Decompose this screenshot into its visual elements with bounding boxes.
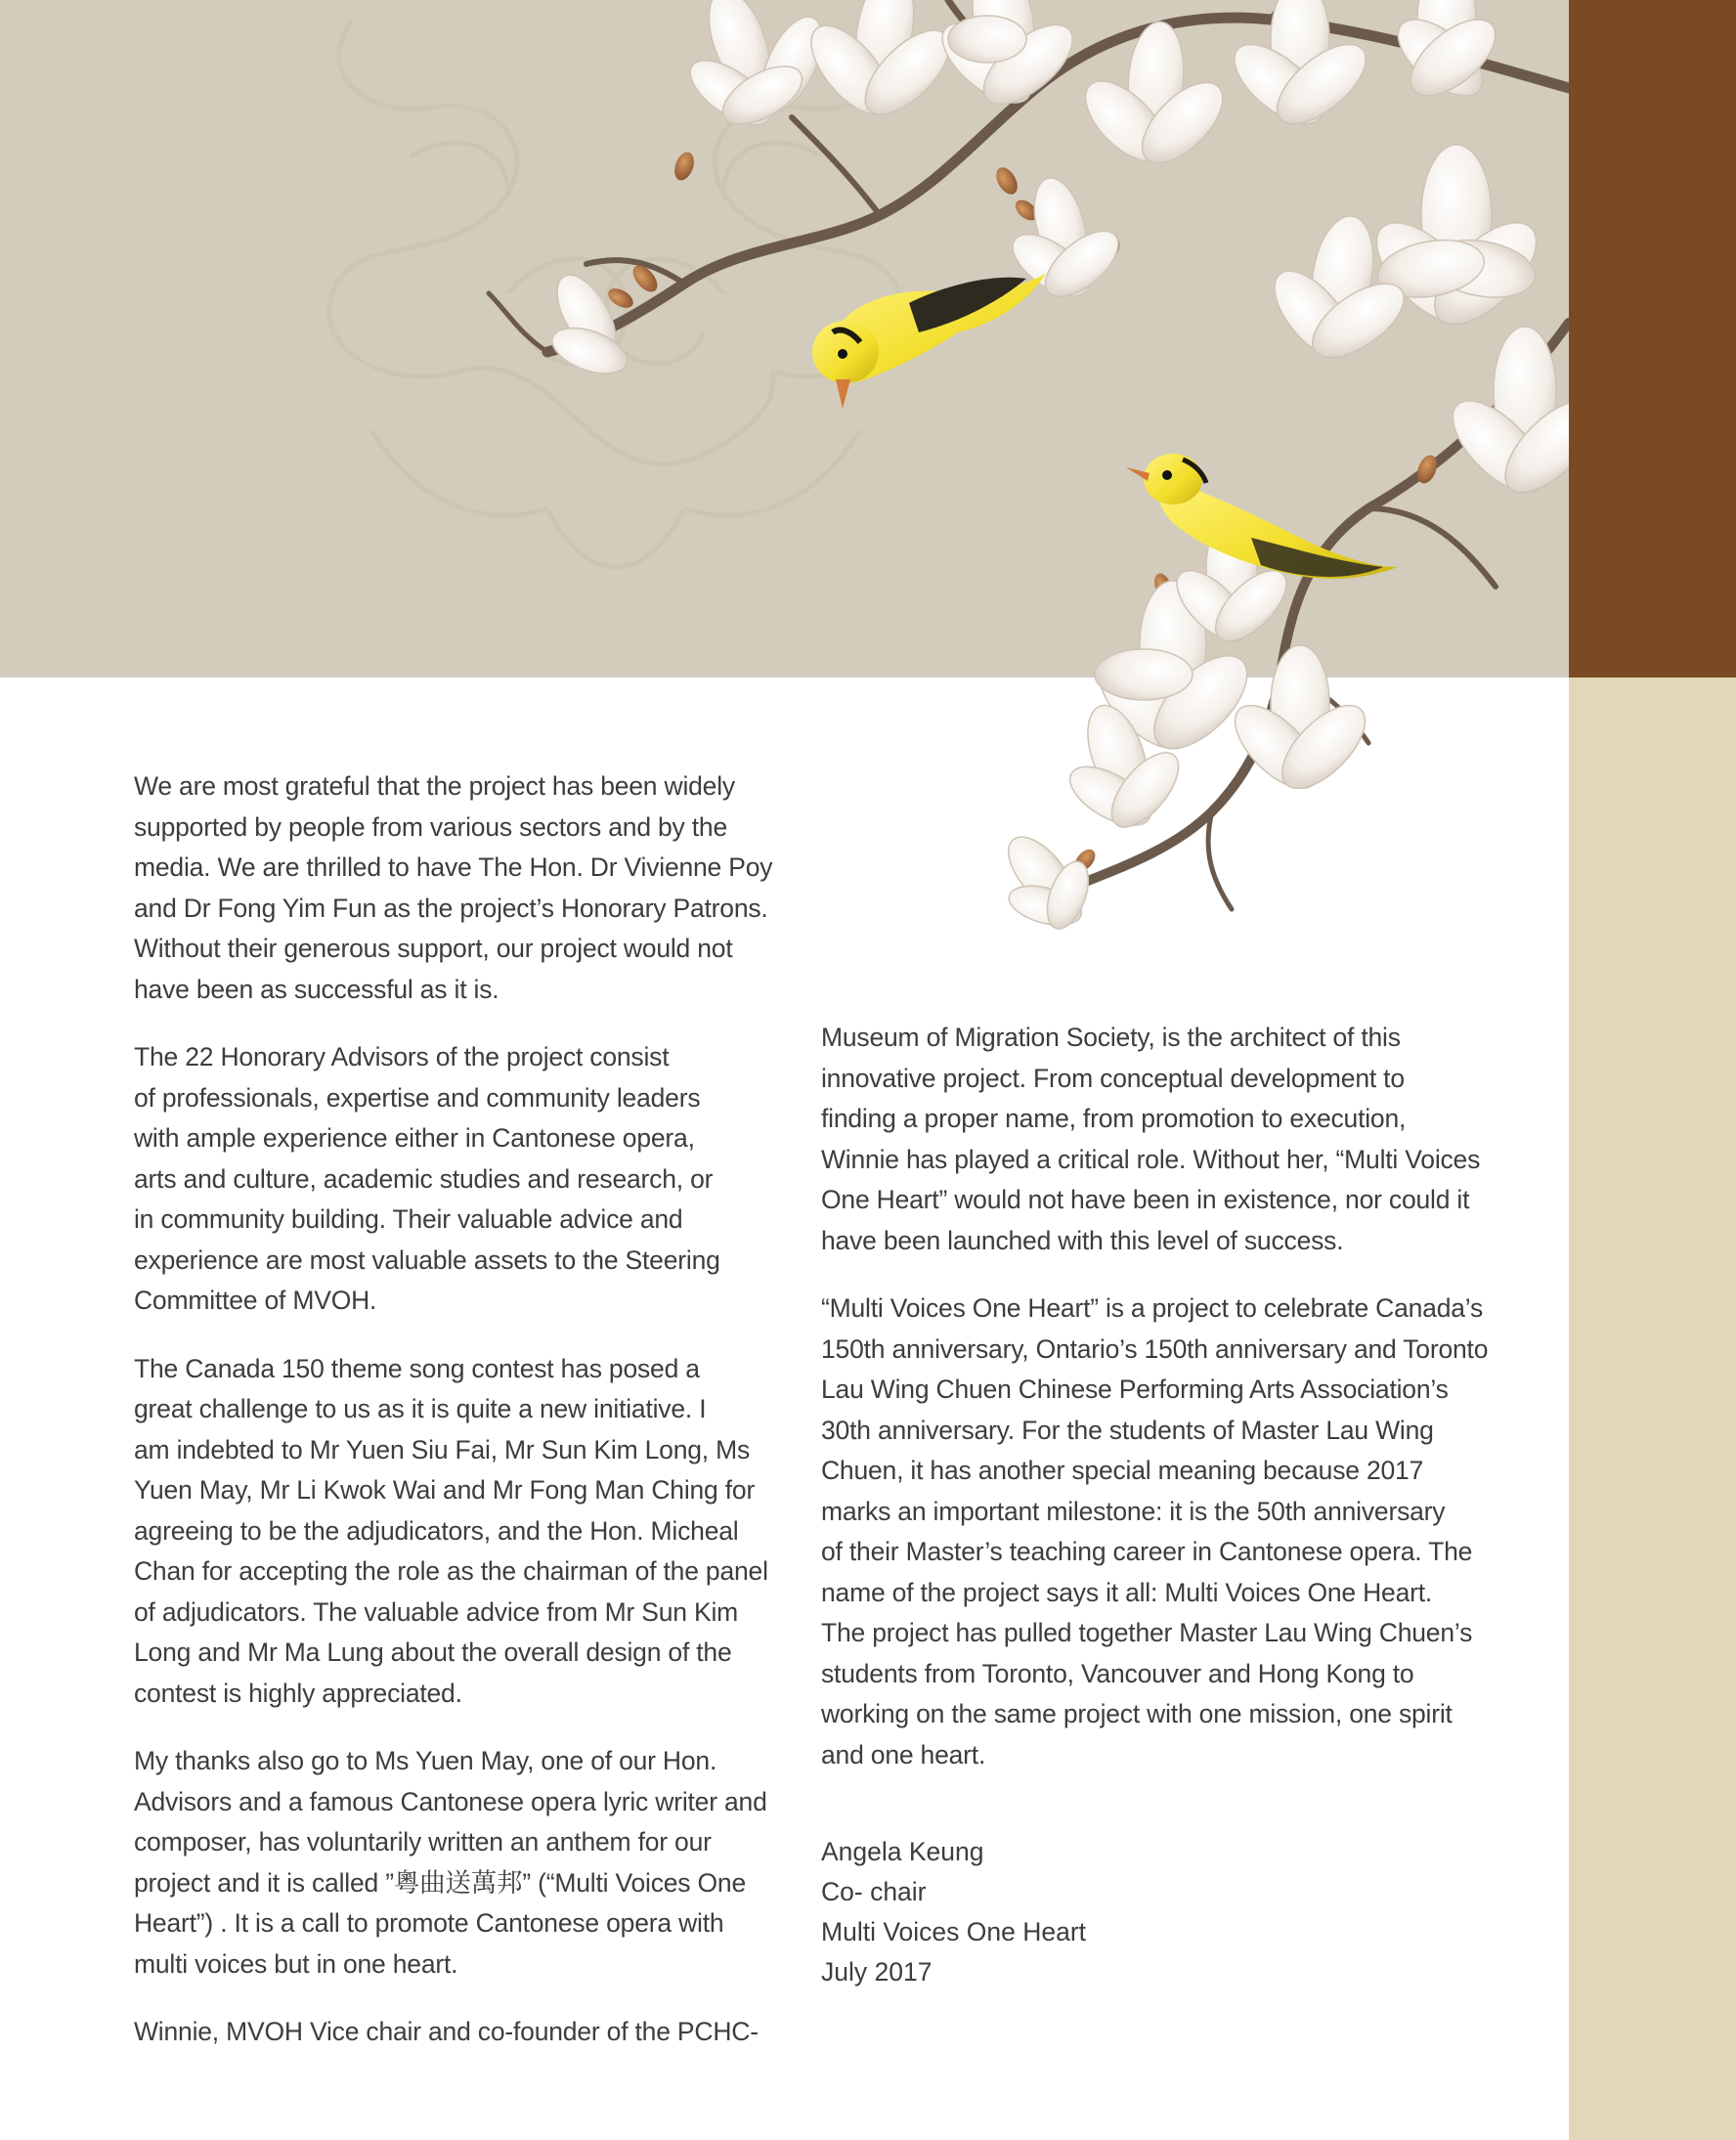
text-line: 30th anniversary. For the students of Master Lau Wing [821,1415,1434,1445]
text-line: The 22 Honorary Advisors of the project consist [134,1042,670,1071]
text-line: great challenge to us as it is quite a new initiative. I [134,1394,707,1423]
text-line: Heart”) . It is a call to promote Cantonese opera with [134,1908,724,1938]
paragraph [134,2012,818,2053]
text-line: Advisors and a famous Cantonese opera lyric writer and [134,1786,767,1816]
text-line: and one heart. [821,1739,986,1769]
text-line: Museum of Migration Society, is the architect of this [821,1023,1401,1052]
yellow-bird-icon [812,274,1046,409]
text-line: in community building. Their valuable advice and [134,1204,683,1234]
text-line: experience are most valuable assets to the Steering [134,1245,720,1275]
text-line: Lau Wing Chuen Chinese Performing Arts Association’s [821,1375,1449,1404]
text-line: am indebted to Mr Yuen Siu Fai, Mr Sun Kim Long, Ms [134,1434,751,1464]
text-line: working on the same project with one mission, one spirit [821,1699,1453,1728]
text-line: Without their generous support, our project would not [134,934,733,963]
right-text-column [821,1018,1505,1992]
text-line: contest is highly appreciated. [134,1678,462,1708]
text-line: have been launched with this level of success. [821,1225,1344,1255]
paragraph [821,1288,1505,1775]
text-line: Winnie has played a critical role. Without her, “Multi Voices [821,1144,1481,1174]
text-line: Winnie, MVOH Vice chair and co-founder of the PCHC- [134,2017,759,2046]
paragraph [134,1741,818,1985]
text-line: Chuen, it has another special meaning because 2017 [821,1456,1424,1485]
text-line: Chan for accepting the role as the chairman of the panel [134,1556,768,1586]
text-line: Long and Mr Ma Lung about the overall design of the [134,1638,732,1667]
text-line: My thanks also go to Ms Yuen May, one of our Hon. [134,1746,717,1775]
text-line: of adjudicators. The valuable advice from Mr Sun Kim [134,1596,739,1627]
text-line: The project has pulled together Master Lau Wing Chuen’s [821,1618,1473,1647]
text-line: have been as successful as it is. [134,974,499,1004]
text-line: and Dr Fong Yim Fun as the project’s Honorary Patrons. [134,893,768,923]
paragraph [134,1037,818,1322]
signature-role: Co- chair [821,1877,927,1906]
text-line: finding a proper name, from promotion to execution, [821,1104,1407,1133]
signature-name: Angela Keung [821,1837,984,1866]
text-line: students from Toronto, Vancouver and Hong Kong to [821,1658,1414,1688]
header-illustration-band [0,0,1569,677]
text-line: with ample experience either in Cantonese opera, [134,1123,695,1153]
text-line: composer, has voluntarily written an anthem for our [134,1827,712,1856]
text-line: Yuen May, Mr Li Kwok Wai and Mr Fong Man Ching for [134,1475,756,1505]
text-line: multi voices but in one heart. [134,1948,458,1979]
text-line: media. We are thrilled to have The Hon. Dr Vivienne Poy [134,852,773,882]
text-line: of professionals, expertise and community leaders [134,1082,701,1113]
text-line: name of the project says it all: Multi Voices One Heart. [821,1577,1433,1607]
paragraph [134,1349,818,1715]
text-line: One Heart” would not have been in existence, nor could it [821,1185,1470,1214]
text-line: of their Master’s teaching career in Cantonese opera. The [821,1537,1473,1566]
text-line: arts and culture, academic studies and research, or [134,1163,714,1194]
text-line: innovative project. From conceptual development to [821,1063,1405,1093]
paragraph [821,1018,1505,1261]
text-line: “Multi Voices One Heart” is a project to celebrate Canada’s [821,1293,1484,1323]
signature-date: July 2017 [821,1957,933,1987]
text-line: Committee of MVOH. [134,1286,377,1315]
text-line: project and it is called ”粵曲送萬邦” (“Multi Voices One [134,1867,746,1898]
text-line: We are most grateful that the project has been widely [134,771,735,801]
signature-block [821,1832,1505,1992]
text-line: agreeing to be the adjudicators, and the Hon. Micheal [134,1515,739,1546]
left-text-column [134,766,818,2080]
text-line: 150th anniversary, Ontario’s 150th anniversary and Toronto [821,1333,1489,1364]
text-line: supported by people from various sectors and by the [134,811,728,842]
side-stripe-light [1569,677,1736,2140]
side-stripe-dark [1569,0,1736,677]
text-line: marks an important milestone: it is the 50th anniversary [821,1496,1446,1526]
paragraph [134,766,818,1010]
signature-organization: Multi Voices One Heart [821,1917,1087,1946]
text-line: The Canada 150 theme song contest has posed a [134,1353,700,1383]
